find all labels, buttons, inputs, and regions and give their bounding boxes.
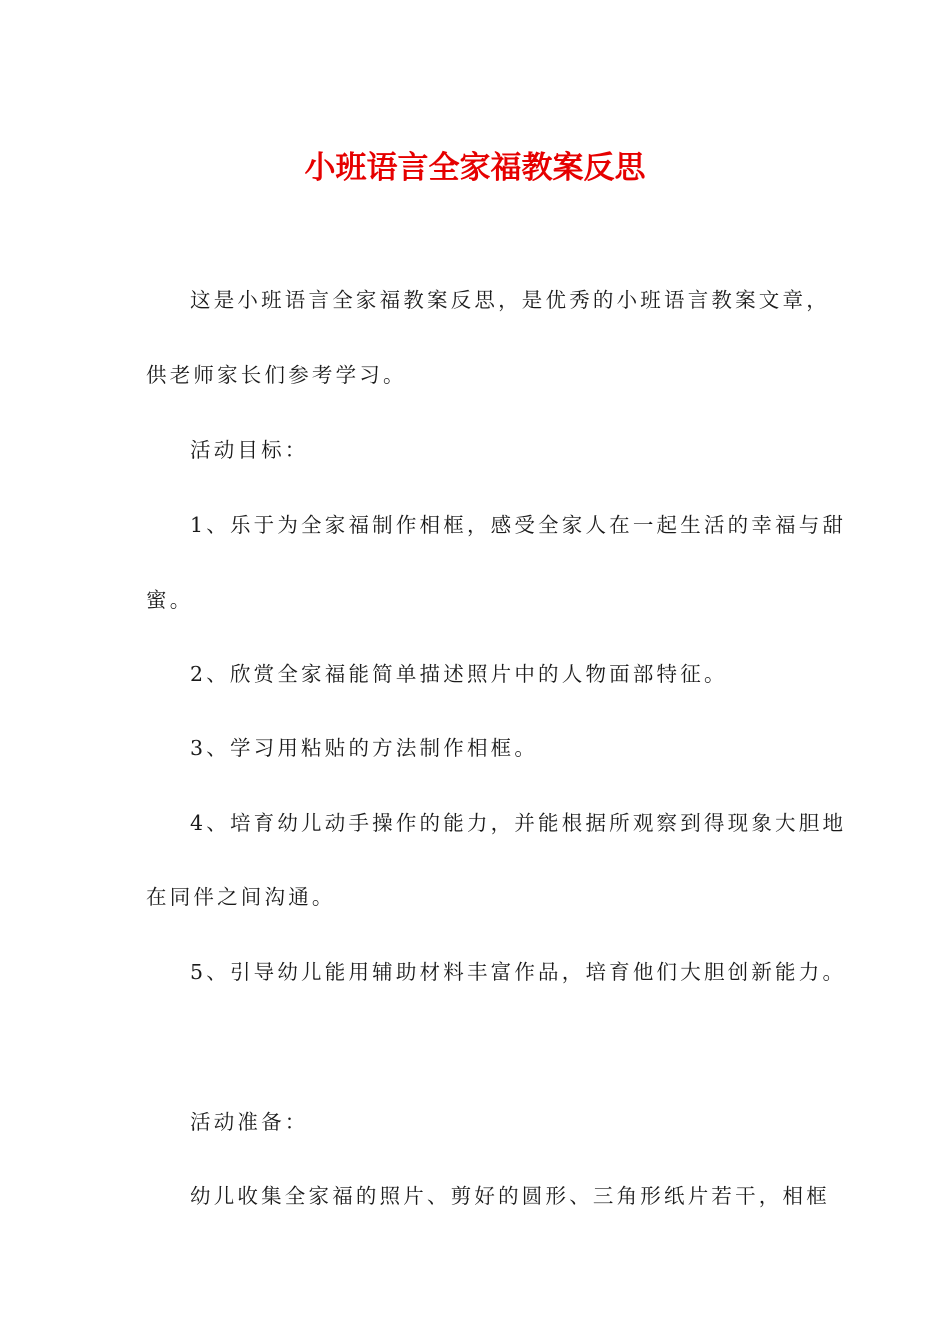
goal-item-5: 5、引导幼儿能用辅助材料丰富作品，培育他们大胆创新能力。 [190, 960, 847, 984]
goal-item-1-line-1: 1、乐于为全家福制作相框，感受全家人在一起生活的幸福与甜 [190, 513, 847, 537]
goal-item-4-line-1: 4、培育幼儿动手操作的能力，并能根据所观察到得现象大胆地 [190, 811, 847, 835]
paragraph-intro-line-1: 这是小班语言全家福教案反思，是优秀的小班语言教案文章， [190, 288, 830, 312]
goal-item-2: 2、欣赏全家福能简单描述照片中的人物面部特征。 [190, 662, 728, 686]
goal-item-3: 3、学习用粘贴的方法制作相框。 [190, 736, 539, 760]
section-heading-preparation: 活动准备： [190, 1110, 309, 1134]
goal-item-4-line-2: 在同伴之间沟通。 [146, 885, 336, 909]
goal-item-1-line-2: 蜜。 [146, 588, 194, 612]
document-title: 小班语言全家福教案反思 [304, 150, 646, 186]
section-heading-goals: 活动目标： [190, 438, 309, 462]
paragraph-intro-line-2: 供老师家长们参考学习。 [146, 363, 407, 387]
preparation-line-1: 幼儿收集全家福的照片、剪好的圆形、三角形纸片若干，相框 [190, 1184, 830, 1208]
